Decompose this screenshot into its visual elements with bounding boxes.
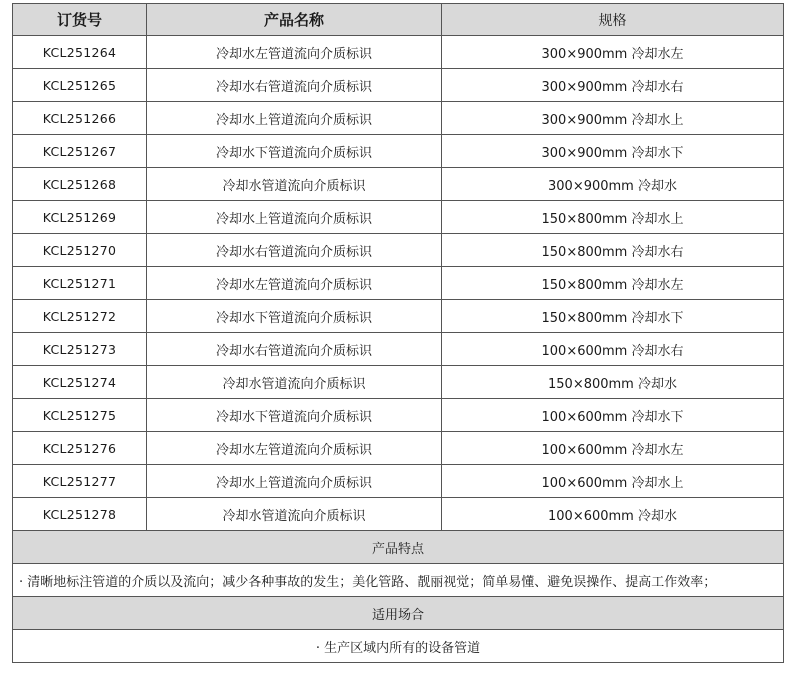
order-number-cell: KCL251273 bbox=[13, 333, 147, 366]
product-name-cell: 冷却水右管道流向介质标识 bbox=[147, 234, 442, 267]
table-row bbox=[13, 366, 784, 399]
table-row bbox=[13, 465, 784, 498]
order-number-cell: KCL251270 bbox=[13, 234, 147, 267]
table-row bbox=[13, 267, 784, 300]
product-name-cell: 冷却水左管道流向介质标识 bbox=[147, 36, 442, 69]
specification-cell: 100×600mm 冷却水上 bbox=[442, 465, 784, 498]
specification-cell: 100×600mm 冷却水左 bbox=[442, 432, 784, 465]
order-number-cell: KCL251266 bbox=[13, 102, 147, 135]
order-number-cell: KCL251268 bbox=[13, 168, 147, 201]
table-row bbox=[13, 432, 784, 465]
table-row bbox=[13, 234, 784, 267]
product-name-cell: 冷却水上管道流向介质标识 bbox=[147, 201, 442, 234]
table-row bbox=[13, 201, 784, 234]
order-number-cell: KCL251272 bbox=[13, 300, 147, 333]
header-order-number: 订货号 bbox=[13, 4, 147, 36]
product-spec-table bbox=[12, 3, 784, 663]
features-text-row bbox=[13, 564, 784, 597]
order-number-cell: KCL251265 bbox=[13, 69, 147, 102]
order-number-cell: KCL251271 bbox=[13, 267, 147, 300]
product-name-cell: 冷却水右管道流向介质标识 bbox=[147, 69, 442, 102]
table-row bbox=[13, 168, 784, 201]
product-name-cell: 冷却水上管道流向介质标识 bbox=[147, 465, 442, 498]
table-row bbox=[13, 36, 784, 69]
order-number-cell: KCL251278 bbox=[13, 498, 147, 531]
table-row bbox=[13, 399, 784, 432]
product-name-cell: 冷却水管道流向介质标识 bbox=[147, 366, 442, 399]
table-row bbox=[13, 102, 784, 135]
product-name-cell: 冷却水下管道流向介质标识 bbox=[147, 399, 442, 432]
header-product-name: 产品名称 bbox=[147, 4, 442, 36]
table-row bbox=[13, 333, 784, 366]
specification-cell: 150×800mm 冷却水下 bbox=[442, 300, 784, 333]
table-row bbox=[13, 69, 784, 102]
order-number-cell: KCL251269 bbox=[13, 201, 147, 234]
specification-cell: 300×900mm 冷却水下 bbox=[442, 135, 784, 168]
specification-cell: 150×800mm 冷却水左 bbox=[442, 267, 784, 300]
features-text: · 清晰地标注管道的介质以及流向；减少各种事故的发生；美化管路、靓丽视觉；简单易懂、避免误操作、提高工作效率； bbox=[13, 564, 784, 597]
table-row bbox=[13, 135, 784, 168]
product-name-cell: 冷却水下管道流向介质标识 bbox=[147, 300, 442, 333]
usage-heading: 适用场合 bbox=[13, 597, 784, 630]
usage-text: · 生产区域内所有的设备管道 bbox=[13, 630, 784, 663]
table-row bbox=[13, 498, 784, 531]
table-row bbox=[13, 300, 784, 333]
usage-text-row bbox=[13, 630, 784, 663]
order-number-cell: KCL251264 bbox=[13, 36, 147, 69]
order-number-cell: KCL251274 bbox=[13, 366, 147, 399]
specification-cell: 300×900mm 冷却水左 bbox=[442, 36, 784, 69]
specification-cell: 100×600mm 冷却水右 bbox=[442, 333, 784, 366]
specification-cell: 300×900mm 冷却水上 bbox=[442, 102, 784, 135]
header-specification: 规格 bbox=[442, 4, 784, 36]
specification-cell: 150×800mm 冷却水 bbox=[442, 366, 784, 399]
table-body bbox=[13, 36, 784, 531]
order-number-cell: KCL251276 bbox=[13, 432, 147, 465]
product-name-cell: 冷却水管道流向介质标识 bbox=[147, 168, 442, 201]
product-name-cell: 冷却水右管道流向介质标识 bbox=[147, 333, 442, 366]
table-header-row bbox=[13, 4, 784, 36]
product-name-cell: 冷却水上管道流向介质标识 bbox=[147, 102, 442, 135]
features-heading-row bbox=[13, 531, 784, 564]
specification-cell: 300×900mm 冷却水右 bbox=[442, 69, 784, 102]
product-name-cell: 冷却水管道流向介质标识 bbox=[147, 498, 442, 531]
order-number-cell: KCL251277 bbox=[13, 465, 147, 498]
specification-cell: 150×800mm 冷却水上 bbox=[442, 201, 784, 234]
product-name-cell: 冷却水下管道流向介质标识 bbox=[147, 135, 442, 168]
specification-cell: 100×600mm 冷却水下 bbox=[442, 399, 784, 432]
specification-cell: 150×800mm 冷却水右 bbox=[442, 234, 784, 267]
product-name-cell: 冷却水左管道流向介质标识 bbox=[147, 432, 442, 465]
product-name-cell: 冷却水左管道流向介质标识 bbox=[147, 267, 442, 300]
specification-cell: 300×900mm 冷却水 bbox=[442, 168, 784, 201]
features-heading: 产品特点 bbox=[13, 531, 784, 564]
usage-heading-row bbox=[13, 597, 784, 630]
order-number-cell: KCL251275 bbox=[13, 399, 147, 432]
specification-cell: 100×600mm 冷却水 bbox=[442, 498, 784, 531]
order-number-cell: KCL251267 bbox=[13, 135, 147, 168]
